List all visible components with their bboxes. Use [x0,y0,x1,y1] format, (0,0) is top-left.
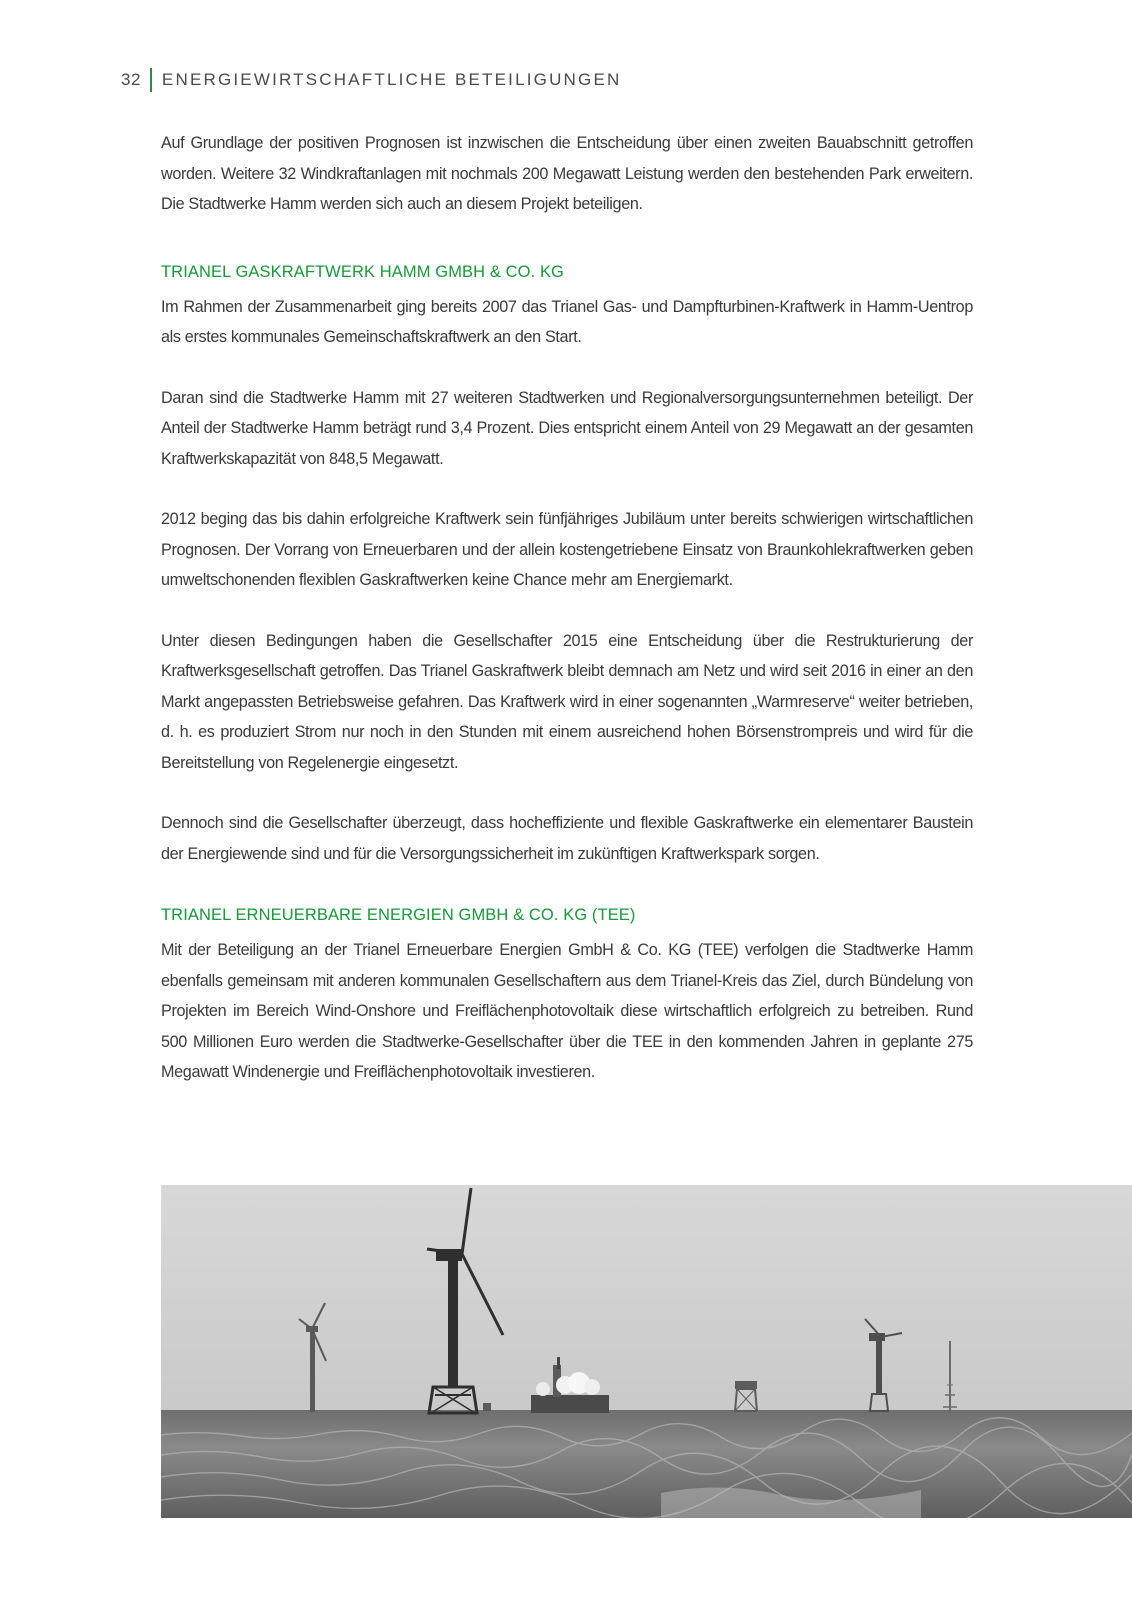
offshore-windpark-photo [161,1185,1132,1518]
gaskraftwerk-paragraph-1: Im Rahmen der Zusammenarbeit ging bereits 2007 das Trianel Gas- und Dampfturbinen-Kraftwerk in Hamm-Uentrop als erstes kommunales Gemeinschaftskraftwerk an den Start. [161,297,973,346]
section-title: ENERGIEWIRTSCHAFTLICHE BETEILIGUNGEN [161,70,622,89]
gaskraftwerk-paragraph-4: Unter diesen Bedingungen haben die Gesellschafter 2015 eine Entscheidung über die Restrukturierung der Kraftwerksgesellschaft getroffen. Das Trianel Gaskraftwerk bleibt demnach am Netz und wird seit 2016 in einer an den Markt angepassten Betriebsweise gefahren. Das Kraftwerk wird in einer sogenannten „Warmreserve“ weiter betrieben, d. h. es produziert Strom nur noch in den Stunden mit einem ausreichend hohen Börsenstrompreis und wird für die Bereitstellung von Regelenergie eingesetzt. [161,631,973,772]
gaskraftwerk-paragraph-5: Dennoch sind die Gesellschafter überzeugt, dass hocheffiziente und flexible Gaskraftwerke ein elementarer Baustein der Energiewende sind und für die Versorgungssicherheit im zukünftigen Kraftwerkspark sorgen. [161,814,973,863]
header-divider [150,68,152,92]
main-content [161,128,973,1088]
tee-paragraph: Mit der Beteiligung an der Trianel Erneuerbare Energien GmbH & Co. KG (TEE) verfolgen die Stadtwerke Hamm ebenfalls gemeinsam mit anderen kommunalen Gesellschaftern aus dem Trianel-Kreis das Ziel, durch Bündelung von Projekten im Bereich Wind-Onshore und Freiflächenphotovoltaik diese wirtschaftlich erfolgreich zu betreiben. Rund 500 Millionen Euro werden die Stadtwerke-Gesellschafter über die TEE in den kommenden Jahren in geplante 275 Megawatt Windenergie und Freiflächenphotovoltaik investieren. [161,941,973,1081]
gaskraftwerk-paragraph-2: Daran sind die Stadtwerke Hamm mit 27 weiteren Stadtwerken und Regionalversorgungsunternehmen beteiligt. Der Anteil der Stadtwerke Hamm beträgt rund 3,4 Prozent. Dies entspricht einem Anteil von 29 Megawatt an der gesamten Kraftwerkskapazität von 848,5 Megawatt. [161,388,973,468]
sea [161,1410,1132,1518]
intro-paragraph: Auf Grundlage der positiven Prognosen ist inzwischen die Entscheidung über einen zweiten Bauabschnitt getroffen worden. Weitere 32 Windkraftanlagen mit nochmals 200 Megawatt Leistung werden den bestehenden Park erweitern. Die Stadtwerke Hamm werden sich auch an diesem Projekt beteiligen. [161,134,973,213]
sky [161,1185,1132,1417]
page-number: 32 [121,70,141,89]
gaskraftwerk-paragraph-3: 2012 beging das bis dahin erfolgreiche Kraftwerk sein fünfjähriges Jubiläum unter bereits schwierigen wirtschaftlichen Prognosen. Der Vorrang von Erneuerbaren und der allein kostengetriebene Einsatz von Braunkohlekraftwerken geben umweltschonenden flexiblen Gaskraftwerken keine Chance mehr am Energiemarkt. [161,510,973,589]
page-header [121,68,621,92]
tee-heading: TRIANEL ERNEUERBARE ENERGIEN GMBH & CO. KG (TEE) [161,906,636,924]
gaskraftwerk-heading: TRIANEL GASKRAFTWERK HAMM GMBH & CO. KG [161,262,564,281]
